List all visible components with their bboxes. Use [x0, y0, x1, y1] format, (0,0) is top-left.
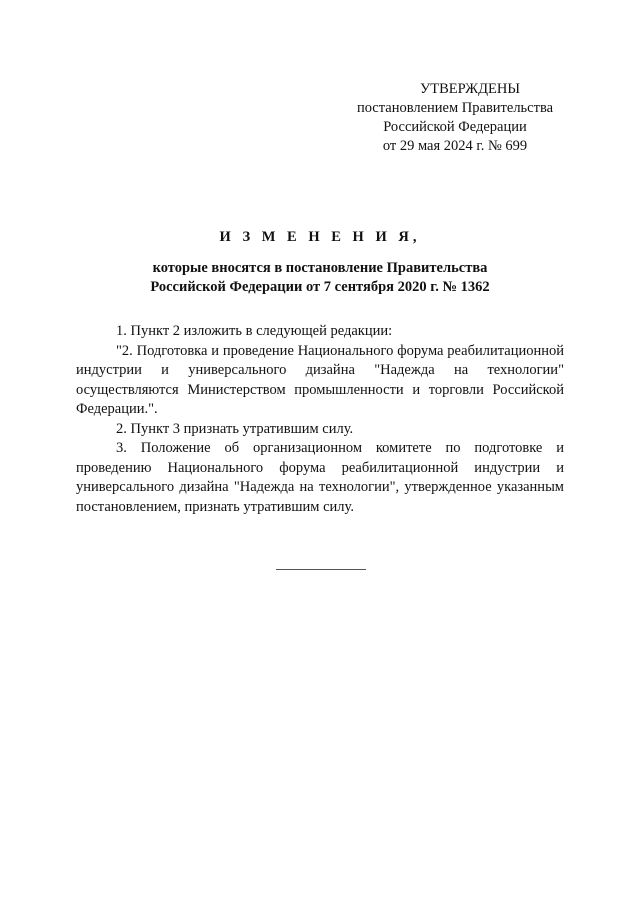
- end-divider: [276, 569, 366, 570]
- approval-line-2: Российской Федерации: [383, 119, 527, 135]
- document-body: [76, 322, 564, 517]
- approval-line-3: от 29 мая 2024 г. № 699: [382, 138, 528, 154]
- approval-stamp: [330, 80, 580, 156]
- title-heading: И З М Е Н Е Н И Я,: [219, 229, 421, 245]
- paragraph-4: 3. Положение об организационном комитете по подготовке и проведению Национального форума реабилитационной индустрии и универсального дизайна "Надежда на технологии", утвержденное указанным постановлением, признать утратившим силу.: [76, 440, 564, 515]
- approval-line-1: постановлением Правительства: [356, 100, 554, 116]
- approval-heading: УТВЕРЖДЕНЫ: [419, 81, 521, 97]
- paragraph-2: "2. Подготовка и проведение Национального форума реабилитационной индустрии и универсального дизайна "Надежда на технологии" осуществляются Министерством промышленности и торговли Российской Федерации.".: [76, 342, 564, 417]
- paragraph-3: 2. Пункт 3 признать утратившим силу.: [116, 420, 354, 437]
- title-subtitle-line-2: Российской Федерации от 7 сентября 2020 г. № 1362: [150, 279, 490, 295]
- title-subtitle-line-1: которые вносятся в постановление Правительства: [152, 260, 488, 276]
- document-title: [80, 228, 560, 297]
- paragraph-1: 1. Пункт 2 изложить в следующей редакции:: [116, 323, 393, 339]
